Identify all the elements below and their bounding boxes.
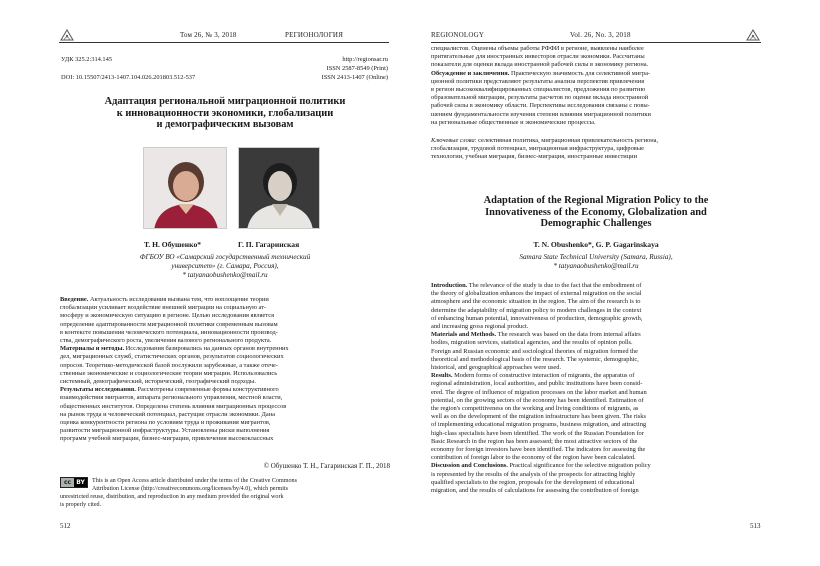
line-text: оценка конкурентности региона по условиям труда и проживания мигрантов, [60,419,271,427]
line-text: The relevance of the study is due to the fact that the embodiment of [467,282,642,289]
keywords-line: технологии, учебная миграция, бизнес-миграция, иностранные инвестиции [431,153,637,161]
line-text: общественных институтов. Определена степень влияния миграционных процессов [60,402,287,410]
line-text: ered. The degree of influence of migration processes on the labor market and human [431,388,647,396]
line-text: The research was based on the data from internal affairs [496,331,641,339]
text-line [60,329,390,337]
line-text: Modern forms of constructive interaction of migrants, the apparatus of [452,372,635,380]
text-line [431,307,761,315]
authors-en: T. N. Obushenko*, G. P. Gagarinskaya [533,240,659,249]
issn-online: ISSN 2413-1407 (Online) [321,74,388,81]
text-line [431,479,761,487]
section-lead: Results. [431,372,453,380]
section-lead: Введение. [60,296,89,303]
line-text: опросов. Теоретико-методической базой послужили зарубежные, а также отече- [60,361,279,369]
text-line [431,119,761,127]
line-text: high-class specialists have been identified. The work of the Russian Foundation for [431,429,644,437]
text-line [431,45,761,53]
section-lead: Discussion and Conclusions. [431,462,508,470]
text-line [431,380,761,388]
line-text: the region's competitiveness on the working and living conditions of migrants, as [431,405,639,413]
cc-by-badge[interactable] [60,477,88,488]
text-line [431,372,761,380]
text-line [60,435,390,443]
line-text: развитости миграционной инфраструктуры. Установлены риски выполнения [60,427,270,435]
affiliation-en [431,253,761,271]
abstract-en [431,282,761,495]
text-line [431,331,761,339]
text-line [431,298,761,306]
journal-logo-icon [59,28,75,42]
line-text: Актуальность исследования вызвана тем, что воплощение теории [88,296,269,303]
license-line: unrestricted reuse, distribution, and reproduction in any medium provided the original work [60,494,284,500]
line-text: is represented by the results of the analysis of the prospects for attracting highly [431,470,636,478]
text-line [431,389,761,397]
line-text: qualified specialists to the region, proposals for the development of educational [431,478,635,486]
line-text: специалистов. Оценены объемы работы РФФИ в регионе, выявлены наиболее [431,45,644,52]
text-line [431,397,761,405]
line-text: contribution of foreign labor to the economy of the region have been calculated. [431,454,636,462]
line-text: regional administration, local authorities, and public institutions have been consid- [431,380,643,388]
udk: УДК 325.2:314.145 [61,56,113,63]
line-text: well as on the development of the migration infrastructure has been given. The risks [431,413,646,421]
text-line [431,438,761,446]
text-line [431,323,761,331]
author-1: Т. Н. Обушенко* [144,240,202,249]
line-text: Исследования базировались на данных органов внутренних [124,345,289,353]
text-line [431,413,761,421]
line-text: мосферу и экономическую ситуацию в регионе. Целью исследования является [60,312,275,320]
title-en-line: Adaptation of the Regional Migration Policy to the [483,195,709,206]
license-line: This is an Open Access article distributed under the terms of the Creative Commons [92,478,297,484]
text-line [431,471,761,479]
license-line: Attribution License (http://creativecommons.org/licenses/by/4.0), which permits [92,486,289,492]
line-text: ционной политики представляют результаты анализа перспектив привлечения [431,77,645,85]
text-line [431,356,761,364]
section-lead: Материалы и методы. [60,345,125,353]
header-rule [431,42,761,43]
affiliation-email[interactable]: * tatyanaobushenko@mail.ru [182,271,268,279]
text-line [60,345,390,353]
text-line [431,290,761,298]
right-page [410,0,820,566]
line-text: theoretical and methodological basis of the research. The systemic, demographic, [431,355,639,363]
line-text: программ учебной миграции, бизнес-миграции, привлечения высококлассных [60,435,274,443]
keywords-line: : селективная политика, миграционная привлекательность региона, [474,137,659,144]
issn-print: ISSN 2587-8549 (Print) [326,65,388,72]
license-line: is properly cited. [60,502,102,508]
header-volume: Том 26, № 3, 2018 [180,31,237,39]
line-text: в контексте повышения человеческого потенциала, инновационности производ- [60,328,278,336]
author-photo-obushenko [143,147,227,229]
text-line [431,102,761,110]
line-text: Рассмотрены современные формы конструктивного [135,386,279,394]
article-title-ru [60,96,390,131]
text-line [431,70,761,78]
text-line [431,282,761,290]
keywords-line: глобализация, трудовой потенциал, миграционная инфраструктура, цифровые [431,145,644,153]
line-text: bodies, migration services, statistical agencies, and the results of opinion polls. [431,339,633,347]
title-ru-line: и демографическим вызовам [156,119,294,130]
text-line [431,405,761,413]
author-photo-gagarinskaya [238,147,320,229]
line-text: Практическую значимость для селективной мигра- [509,69,651,77]
abstract-ru [60,296,390,444]
text-line [431,454,761,462]
text-line [431,421,761,429]
by-icon: BY [74,478,87,487]
text-line [60,394,390,402]
text-line [431,487,761,495]
affiliation-line: университет» (г. Самара, Россия), [171,262,279,270]
line-text: притягательные для иностранных инвесторов отрасли экономики. Рассчитаны [431,53,645,61]
text-line [431,462,761,470]
header-rule [59,42,389,43]
header-journal: РЕГИОНОЛОГИЯ [285,31,344,39]
line-text: в регион высококвалифицированных специалистов, предложения по развитию [431,86,646,94]
line-text: potential, on the growing sectors of the economy has been identified. Estimation of [431,396,644,404]
header-volume: Vol. 26, No. 3, 2018 [570,31,631,39]
text-line [431,364,761,372]
affiliation-ru [60,253,390,280]
text-line [431,94,761,102]
author-2: Г. П. Гагаринская [238,240,300,249]
text-line [60,419,390,427]
line-text: of enhancing human potential, innovativeness of production, demographic growth, [431,314,643,322]
line-text: and increasing gross regional product. [431,323,529,331]
keywords-ru [431,137,761,162]
page-number-right: 513 [750,522,761,530]
text-line [431,339,761,347]
line-text: глобализации усиливает воздействие внешней миграции на социальную ат- [60,304,267,312]
journal-url[interactable]: http://regionsar.ru [342,56,388,63]
section-lead: Обсуждение и заключения. [431,69,510,77]
license-head [92,477,390,493]
author-portrait-icon [239,148,320,229]
line-text: Practical significance for the selective migration policy [507,462,651,470]
journal-logo-icon [745,28,761,42]
license-tail [60,493,390,509]
page-number-left: 512 [60,522,71,530]
text-line [431,446,761,454]
line-text: determine the adaptability of migration policy to modern challenges in the context [431,306,642,314]
line-text: the theory of globalization enhances the impact of external migration on the social [431,290,642,298]
line-text: ственные экономические и социологические теории миграции. Использовались [60,369,278,377]
line-text: migration, and the results of calculations for assessing the contribution of foreign [431,487,639,495]
line-text: дел, миграционных служб, статистических органов, результатов социологических [60,353,284,361]
text-line [60,362,390,370]
text-line [431,348,761,356]
text-line [431,53,761,61]
text-line [431,111,761,119]
copyright: © Обушенко Т. Н., Гагаринская Г. П., 2018 [263,462,390,470]
line-text: системный, демографический, исторический, географический подходы. [60,378,256,386]
line-text: на региональные общественные и экономические процессы. [431,118,596,126]
line-text: of implementing educational migration programs, business migration, and attracting [431,421,647,429]
text-line [60,378,390,386]
cc-icon: cc [61,478,74,487]
affiliation-email[interactable]: * tatyanaobushenko@mail.ru [553,262,639,270]
line-text: показатели для оценки вклада иностранной рабочей силы в экономику региона. [431,61,649,69]
section-lead: Introduction. [431,282,468,289]
title-ru-line: к инновационности экономики, глобализации [116,107,334,119]
text-line [431,61,761,69]
line-text: ства, демографического роста, увеличения валового регионального продукта. [60,337,272,345]
line-text: на рынок труда и человеческий потенциал, растущие отрасли экономики. Дана [60,410,275,418]
article-title-en [431,195,761,230]
line-text: Basic Research in the region has been assessed; the most attractive sectors of the [431,437,638,445]
text-line [431,86,761,94]
text-line [60,427,390,435]
abstract-ru-continued [431,45,761,127]
text-line [60,370,390,378]
text-line [60,386,390,394]
line-text: шением фундаментальности изучения степени влияния миграционной политики [431,110,651,118]
line-text: взаимодействия мигрантов, аппарата регионального управления, местной власти, [60,394,283,402]
line-text: Foreign and Russian economic and sociological theories of migration formed the [431,347,638,355]
title-en-line: Innovativeness of the Economy, Globalization and [485,206,707,218]
line-text: рабочей силы в экономику области. Перспективы исследования связаны с повы- [431,102,650,110]
keywords-label: Ключевые слова [431,137,475,144]
section-lead: Materials and Methods. [431,331,497,339]
line-text: atmosphere and the economic situation in the region. The aim of the research is to [431,298,641,306]
text-line [431,315,761,323]
text-line [60,296,390,304]
text-line [60,353,390,361]
text-line [431,78,761,86]
text-line [431,430,761,438]
affiliation-line: ФГБОУ ВО «Самарский государственный технический [139,253,311,261]
text-line [60,337,390,345]
affiliation-line: Samara State Technical University (Samara, Russia), [519,253,673,261]
line-text: определение адаптированности миграционной политики современным вызовам [60,320,278,328]
section-lead: Результаты исследования. [60,386,136,394]
line-text: economy for foreign investors have been identified. The indicators for assessing the [431,446,646,454]
text-line [60,403,390,411]
title-ru-line: Адаптация региональной миграционной политики [104,96,346,107]
title-en-line: Demographic Challenges [540,218,652,229]
text-line [60,304,390,312]
line-text: образовательной миграции, результаты расчетов по оценке вклада иностранной [431,94,649,102]
header-journal: REGIONOLOGY [431,31,485,39]
text-line [60,321,390,329]
line-text: historical, and geographical approaches were used. [431,364,562,372]
author-portrait-icon [144,148,227,229]
text-line [60,411,390,419]
text-line [60,312,390,320]
doi: DOI: 10.15507/2413-1407.104.026.201803.512-537 [61,74,196,81]
